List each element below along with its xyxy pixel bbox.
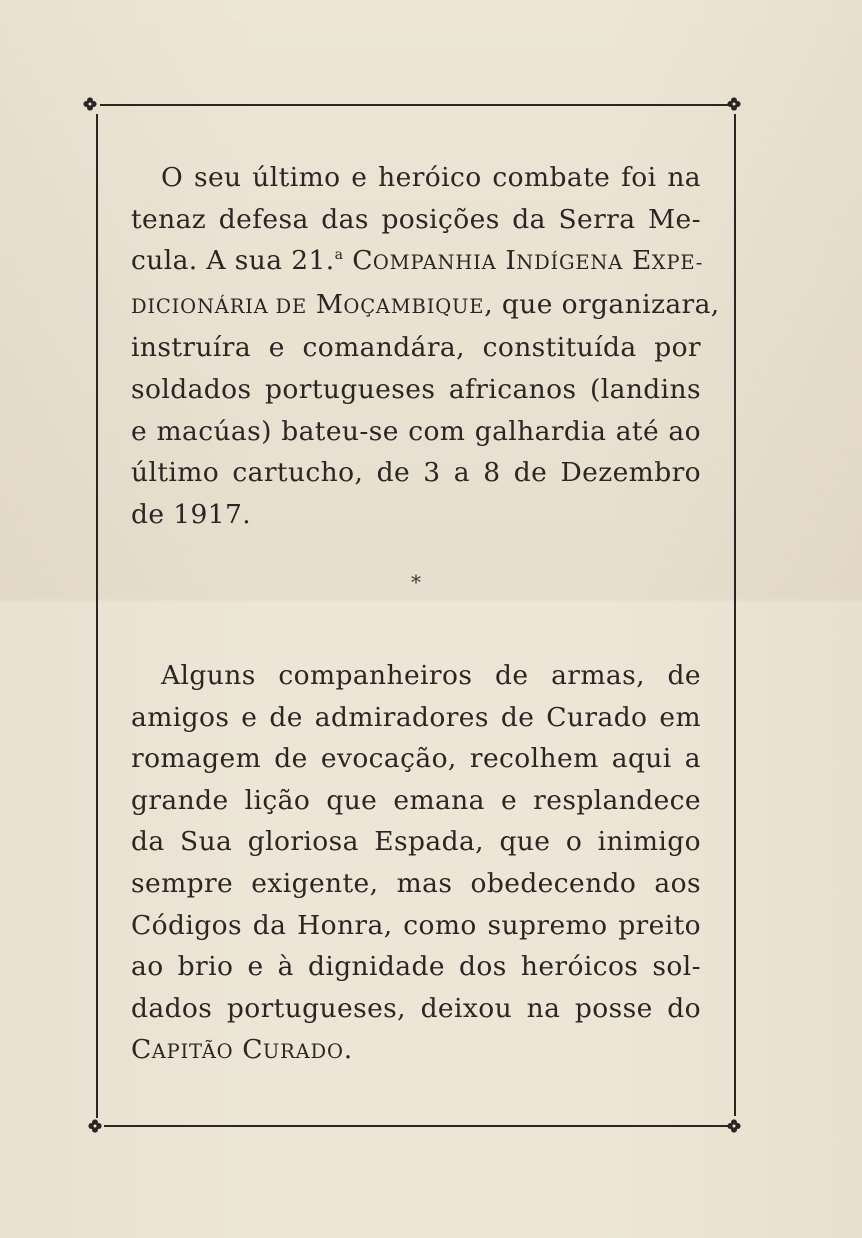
text-line: amigos e de admiradores de Curado em <box>131 701 701 733</box>
small-caps-text: XPE- <box>651 251 704 275</box>
text-line: e macúas) bateu-se com galhardia até ao <box>131 415 701 447</box>
frame-top-rule <box>100 104 730 106</box>
small-caps-text: OMPANHIA <box>372 251 497 275</box>
small-caps-text: NDÍGENA <box>516 251 624 275</box>
text-line: O seu último e heróico combate foi na <box>161 162 701 193</box>
small-caps-text: DICIONÁRIA DE <box>131 294 308 318</box>
small-caps-initial: M <box>315 288 344 320</box>
quatrefoil-icon <box>83 97 97 111</box>
text-line: último cartucho, de 3 a 8 de Dezembro <box>131 457 701 489</box>
small-caps-initial: C <box>352 245 373 277</box>
text-fragment: cula. A sua 21. <box>131 245 335 277</box>
asterisk-separator: * <box>411 570 421 594</box>
text-line: tenaz defesa das posições da Serra Me- <box>131 203 701 235</box>
quatrefoil-icon <box>727 1119 741 1133</box>
text-line: soldados portugueses africanos (landins <box>131 373 701 405</box>
text-line: sempre exigente, mas obedecendo aos <box>131 867 701 899</box>
text-line <box>131 284 720 328</box>
small-caps-initial: E <box>632 245 652 277</box>
paragraph-second <box>131 655 701 1073</box>
text-line: ao brio e à dignidade dos heróicos sol- <box>131 951 701 983</box>
text-line: da Sua gloriosa Espada, que o inimigo <box>131 826 701 858</box>
small-caps-text: URADO <box>262 1040 344 1064</box>
text-line: dados portugueses, deixou na posse do <box>131 992 701 1024</box>
small-caps-initial: C <box>242 1034 263 1066</box>
small-caps-initial: C <box>131 1034 152 1066</box>
paragraph-first <box>131 157 720 535</box>
text-line: Alguns companheiros de armas, de <box>161 660 701 691</box>
small-caps-text: APITÃO <box>151 1040 234 1064</box>
text-line <box>131 1029 701 1073</box>
text-fragment: , que organizara, <box>484 288 720 320</box>
text-line: grande lição que emana e resplandece <box>131 784 701 816</box>
small-caps-initial: I <box>505 245 517 277</box>
text-line: Códigos da Honra, como supremo preito <box>131 909 701 941</box>
small-caps-text: OÇAMBIQUE <box>343 294 485 318</box>
text-line: romagem de evocação, recolhem aqui a <box>131 743 701 775</box>
quatrefoil-icon <box>88 1119 102 1133</box>
frame-right-rule <box>734 114 736 1116</box>
quatrefoil-icon <box>727 97 741 111</box>
text-fragment: . <box>343 1034 353 1066</box>
text-line: instruíra e comandára, constituída por <box>131 332 701 364</box>
frame-bottom-rule <box>104 1125 728 1127</box>
text-line <box>131 240 704 284</box>
text-line: de 1917. <box>131 498 252 530</box>
ordinal-superscript: a <box>334 247 344 264</box>
frame-left-rule <box>96 114 98 1118</box>
